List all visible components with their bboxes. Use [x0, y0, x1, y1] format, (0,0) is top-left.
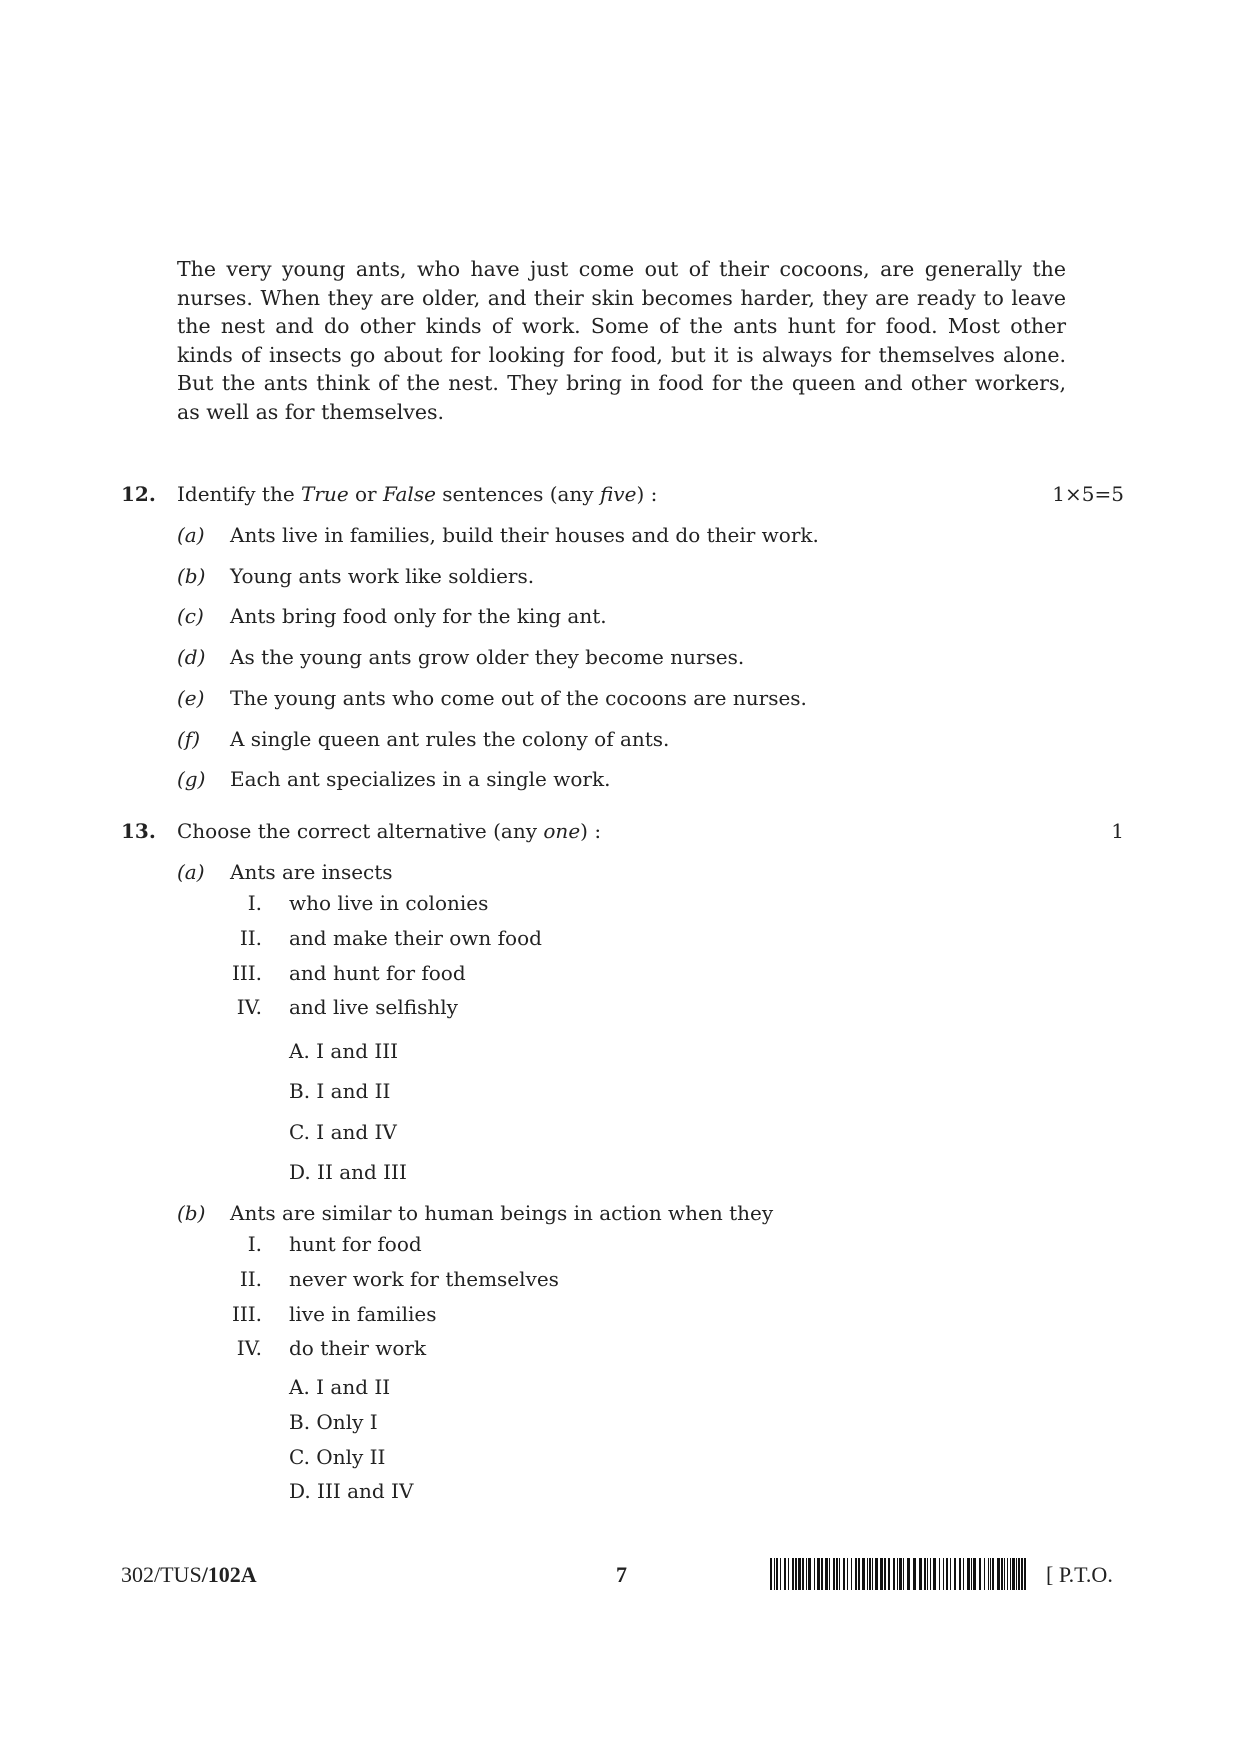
answer-option: B. Only I	[289, 1409, 378, 1434]
statement	[0, 888, 1240, 918]
barcode-bar	[875, 1558, 878, 1590]
barcode-bar	[847, 1558, 848, 1590]
statement	[0, 923, 1240, 953]
paper-code: 302/TUS/102A	[121, 1562, 257, 1587]
barcode	[770, 1558, 1028, 1590]
barcode-bar	[788, 1558, 789, 1590]
true-false-item	[0, 520, 1240, 550]
statement-number: IV.	[236, 1336, 262, 1361]
subpart-stem: Ants are insects	[230, 860, 393, 884]
barcode-bar	[963, 1558, 964, 1590]
item-label: (d)	[177, 645, 206, 670]
barcode-bar	[888, 1558, 890, 1590]
subpart-stem: Ants are similar to human beings in action when they	[230, 1201, 774, 1225]
barcode-bar	[903, 1558, 904, 1590]
answer-option: B. I and II	[289, 1079, 391, 1104]
statement	[0, 1333, 1240, 1363]
barcode-bar	[946, 1558, 948, 1590]
option	[0, 1407, 1240, 1437]
barcode-bar	[1001, 1558, 1003, 1590]
question-number: 13.	[121, 819, 156, 843]
barcode-bar	[839, 1558, 840, 1590]
answer-option: A. I and III	[289, 1039, 399, 1063]
answer-option: A. I and II	[289, 1375, 391, 1399]
barcode-bar	[1004, 1558, 1005, 1590]
barcode-bar	[843, 1558, 845, 1590]
statement-number: IV.	[236, 995, 262, 1020]
barcode-bar	[990, 1558, 991, 1590]
barcode-bar	[869, 1558, 871, 1590]
statement-number: II.	[239, 925, 262, 950]
question-12	[0, 479, 1240, 509]
true-false-item	[0, 724, 1240, 754]
barcode-bar	[784, 1558, 786, 1590]
barcode-bar	[770, 1558, 772, 1590]
barcode-bar	[950, 1558, 951, 1590]
option	[0, 1372, 1240, 1402]
barcode-bar	[959, 1558, 961, 1590]
pto-text: [ P.T.O.	[1046, 1562, 1113, 1587]
item-text: The young ants who come out of the cocoons are nurses.	[230, 685, 807, 710]
barcode-bar	[780, 1558, 781, 1590]
option	[0, 1036, 1240, 1066]
barcode-bar	[899, 1558, 902, 1590]
barcode-bar	[954, 1558, 956, 1590]
statement	[0, 958, 1240, 988]
barcode-bar	[930, 1558, 931, 1590]
barcode-bar	[919, 1558, 922, 1590]
barcode-bar	[913, 1558, 916, 1590]
page-number: 7	[616, 1562, 627, 1587]
item-text: Ants bring food only for the king ant.	[230, 604, 607, 629]
statement-number: I.	[247, 891, 262, 915]
barcode-bar	[774, 1558, 775, 1590]
barcode-bar	[872, 1558, 873, 1590]
barcode-bar	[939, 1558, 940, 1590]
statement-text: never work for themselves	[289, 1266, 559, 1291]
true-false-item	[0, 683, 1240, 713]
statement-text: live in families	[289, 1301, 437, 1326]
barcode-bar	[833, 1558, 835, 1590]
barcode-bar	[795, 1558, 797, 1590]
option	[0, 1157, 1240, 1187]
barcode-bar	[897, 1558, 898, 1590]
true-false-item	[0, 642, 1240, 672]
barcode-bar	[776, 1558, 778, 1590]
true-false-item	[0, 764, 1240, 794]
barcode-bar	[851, 1558, 852, 1590]
barcode-bar	[1007, 1558, 1008, 1590]
barcode-bar	[806, 1558, 807, 1590]
item-text: As the young ants grow older they become nurses.	[230, 645, 745, 670]
item-text: A single queen ant rules the colony of ants.	[230, 726, 670, 751]
statement-number: III.	[231, 960, 262, 985]
barcode-bar	[1010, 1558, 1011, 1590]
barcode-bar	[880, 1558, 883, 1590]
question-number: 12.	[121, 482, 156, 506]
statement	[0, 1229, 1240, 1259]
question-prompt: Choose the correct alternative (any one) :	[177, 819, 602, 843]
item-label: (e)	[177, 685, 205, 710]
barcode-bar	[808, 1558, 811, 1590]
statement-text: and make their own food	[289, 925, 542, 950]
statement-text: hunt for food	[289, 1232, 422, 1256]
passage: The very young ants, who have just come out of their cocoons, are generally the nurses. When they are older, and their skin becomes harder, they are ready to leave the nest and do other kinds of work. Some of the ants hunt for food. Most other kinds of insects go about for looking for food, but it is always for themselves alone. But the ants think of the nest. They bring in food for the queen and other workers, as well as for themselves.	[177, 257, 1066, 424]
barcode-bar	[1021, 1558, 1023, 1590]
marks: 1×5=5	[1052, 482, 1124, 506]
statement-text: and live selfishly	[289, 995, 458, 1020]
item-label: (f)	[177, 726, 201, 751]
marks: 1	[1111, 819, 1124, 843]
item-label: (b)	[177, 563, 206, 588]
statement	[0, 1299, 1240, 1329]
barcode-bar	[884, 1558, 886, 1590]
barcode-bar	[798, 1558, 801, 1590]
barcode-bar	[858, 1558, 860, 1590]
barcode-bar	[973, 1558, 976, 1590]
barcode-bar	[1018, 1558, 1020, 1590]
item-text: Ants live in families, build their houses and do their work.	[230, 523, 819, 547]
barcode-bar	[862, 1558, 865, 1590]
barcode-bar	[814, 1558, 815, 1590]
barcode-bar	[933, 1558, 936, 1590]
barcode-bar	[988, 1558, 989, 1590]
barcode-bar	[971, 1558, 972, 1590]
answer-option: C. I and IV	[289, 1119, 397, 1144]
barcode-bar	[1012, 1558, 1015, 1590]
answer-option: C. Only II	[289, 1444, 386, 1469]
statement-number: III.	[231, 1301, 262, 1326]
item-text: Young ants work like soldiers.	[230, 563, 535, 588]
option	[0, 1442, 1240, 1472]
statement-text: and hunt for food	[289, 960, 466, 985]
true-false-item	[0, 561, 1240, 591]
option	[0, 1476, 1240, 1506]
barcode-bar	[927, 1558, 928, 1590]
statement-text: do their work	[289, 1336, 427, 1361]
question-13	[0, 816, 1240, 846]
barcode-bar	[855, 1558, 857, 1590]
item-label: (g)	[177, 767, 206, 792]
barcode-bar	[967, 1558, 970, 1590]
statement	[0, 992, 1240, 1022]
footer	[0, 1560, 1240, 1590]
barcode-bar	[817, 1558, 820, 1590]
statement	[0, 1264, 1240, 1294]
barcode-bar	[836, 1558, 838, 1590]
barcode-bar	[867, 1558, 868, 1590]
item-label: (a)	[177, 523, 205, 547]
barcode-bar	[997, 1558, 1000, 1590]
subpart-b	[0, 1198, 1240, 1228]
barcode-bar	[992, 1558, 994, 1590]
barcode-bar	[979, 1558, 981, 1590]
statement-number: I.	[247, 1232, 262, 1256]
subpart-a	[0, 857, 1240, 887]
answer-option: D. II and III	[289, 1160, 407, 1185]
item-text: Each ant specializes in a single work.	[230, 767, 611, 792]
answer-option: D. III and IV	[289, 1479, 414, 1504]
barcode-bar	[1016, 1558, 1017, 1590]
option	[0, 1076, 1240, 1106]
barcode-bar	[943, 1558, 944, 1590]
barcode-bar	[825, 1558, 828, 1590]
barcode-bar	[829, 1558, 830, 1590]
barcode-bar	[907, 1558, 910, 1590]
barcode-bar	[893, 1558, 895, 1590]
barcode-bar	[1024, 1558, 1026, 1590]
barcode-bar	[802, 1558, 804, 1590]
item-label: (c)	[177, 604, 204, 629]
statement-number: II.	[239, 1266, 262, 1291]
barcode-bar	[984, 1558, 985, 1590]
subpart-label: (a)	[177, 860, 205, 884]
subpart-label: (b)	[177, 1201, 206, 1225]
barcode-bar	[821, 1558, 823, 1590]
barcode-bar	[924, 1558, 926, 1590]
barcode-bar	[792, 1558, 794, 1590]
true-false-item	[0, 601, 1240, 631]
statement-text: who live in colonies	[289, 891, 489, 915]
option	[0, 1117, 1240, 1147]
question-prompt: Identify the True or False sentences (any five) :	[177, 482, 658, 506]
